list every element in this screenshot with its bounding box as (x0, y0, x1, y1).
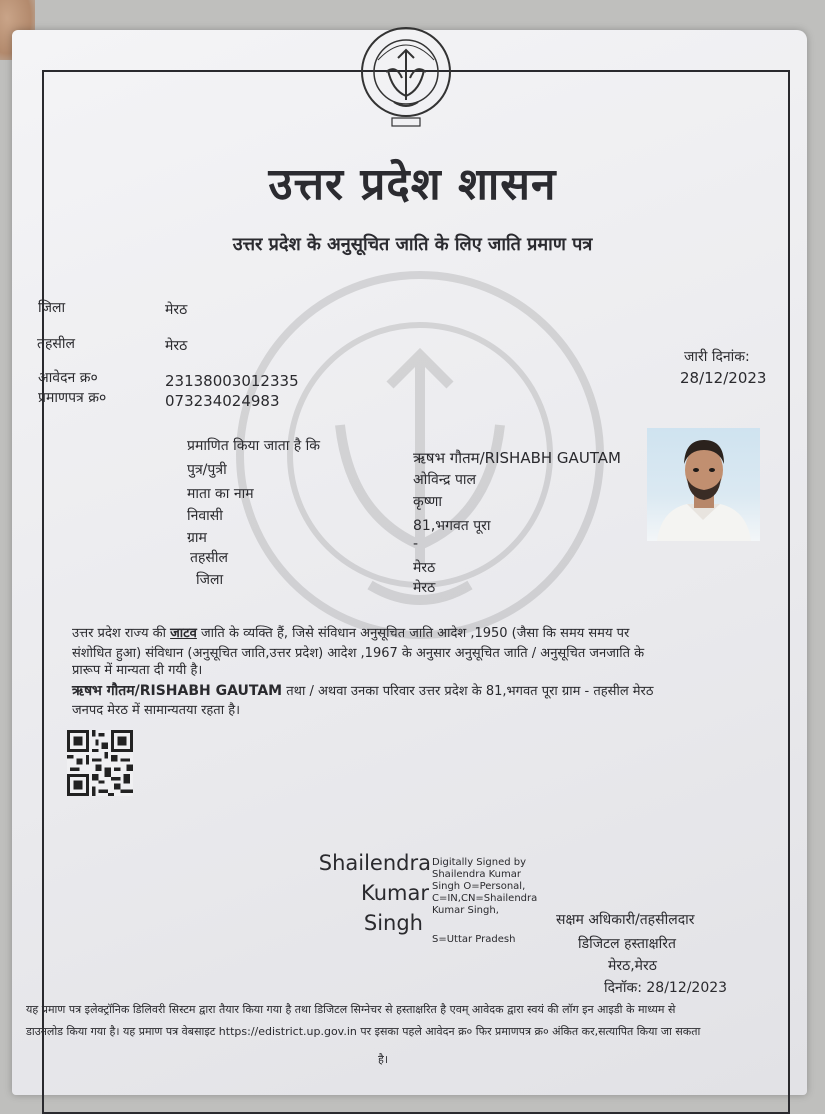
body-line-3: प्रारूप में मान्यता दी गयी है। (72, 663, 203, 678)
digital-signature-line-5: Kumar Singh, (432, 905, 499, 916)
footer-line-2: डाउनलोड किया गया है। यह प्रमाण पत्र वेबसाइट https://edistrict.up.gov.in पर इसका पहले आवेदन क्र० फिर प्रमाणपत्र क्र० अंकित कर,सत्यापित किया जा सकता (26, 1025, 701, 1038)
authority-date: दिनॉक: 28/12/2023 (604, 980, 728, 996)
signer-name-line-3: Singh (363, 911, 423, 935)
footer-line-1: यह प्रमाण पत्र इलेक्ट्रॉनिक डिलिवरी सिस्टम द्वारा तैयार किया गया है तथा डिजिटल सिग्नेचर से हस्ताक्षरित है एवम् आवेदक द्वारा स्वयं की लॉग इन आइडी के माध्यम से (26, 1003, 676, 1016)
detail-label-certified: प्रमाणित किया जाता है कि (187, 438, 321, 454)
body-line-4-rest: तथा / अथवा उनका परिवार उत्तर प्रदेश के 81,भगवत पूरा ग्राम - तहसील मेरठ (282, 684, 654, 699)
caste-name: जाटव (170, 626, 197, 641)
body-line-4 (72, 681, 653, 700)
detail-label-district: जिला (196, 572, 224, 588)
digital-signature-line-2: Shailendra Kumar (432, 869, 522, 880)
certificate-no-label: प्रमाणपत्र क्र० (38, 390, 107, 406)
authority-digital-signed: डिजिटल हस्ताक्षरित (578, 936, 676, 952)
authority-designation: सक्षम अधिकारी/तहसीलदार (556, 912, 695, 928)
detail-value-district: मेरठ (413, 580, 436, 596)
detail-value-father: ओविन्द्र पाल (413, 472, 477, 488)
page-title: उत्तर प्रदेश शासन (268, 159, 557, 210)
body-line-2: संशोधित हुआ) संविधान (अनुसूचित जाति,उत्तर प्रदेश) आदेश ,1967 के अनुसार अनुसूचित जाति / अनुसूचित जनजाति के (72, 646, 645, 661)
body-line-1-end: जाति के व्यक्ति हैं, जिसे संविधान अनुसूचित जाति आदेश ,1950 (जैसा कि समय समय पर (196, 626, 630, 641)
digital-signature-line-6: S=Uttar Pradesh (432, 934, 516, 945)
authority-location: मेरठ,मेरठ (608, 958, 657, 974)
tehsil-value: मेरठ (165, 338, 188, 354)
person-photo-icon (647, 428, 760, 541)
digital-signature-line-3: Singh O=Personal, (432, 881, 526, 892)
certificate-no-value: 073234024983 (165, 392, 280, 410)
issue-date-label: जारी दिनांक: (684, 349, 750, 365)
qr-code-icon (67, 730, 133, 796)
detail-value-resident: 81,भगवत पूरा (413, 518, 491, 534)
body-line-5: जनपद मेरठ में सामान्यतया रहता है। (72, 703, 241, 718)
footer-line-3: है। (378, 1053, 389, 1066)
detail-value-tehsil: मेरठ (413, 560, 436, 576)
detail-label-village: ग्राम (187, 530, 207, 546)
detail-label-tehsil: तहसील (190, 550, 228, 566)
applicant-photo (647, 428, 760, 541)
detail-value-village: - (413, 536, 419, 552)
signer-name-line-2: Kumar (361, 881, 429, 905)
certificate-subtitle: उत्तर प्रदेश के अनुसूचित जाति के लिए जाति प्रमाण पत्र (232, 234, 593, 255)
body-applicant-name: ऋषभ गौतम/RISHABH GAUTAM (72, 683, 283, 699)
digital-signature-line-1: Digitally Signed by (432, 857, 527, 868)
detail-value-name: ऋषभ गौतम/RISHABH GAUTAM (413, 449, 621, 467)
tehsil-label: तहसील (37, 336, 75, 352)
application-no-label: आवेदन क्र० (38, 370, 98, 386)
detail-label-mother: माता का नाम (187, 486, 254, 502)
body-line-1 (72, 623, 629, 641)
district-value: मेरठ (165, 302, 188, 318)
district-label: जिला (38, 300, 66, 316)
issue-date-value: 28/12/2023 (680, 369, 767, 387)
body-line-1-start: उत्तर प्रदेश राज्य की (72, 626, 171, 641)
detail-value-mother: कृष्णा (413, 494, 443, 510)
application-no-value: 23138003012335 (165, 372, 299, 390)
digital-signature-line-4: C=IN,CN=Shailendra (432, 893, 538, 904)
detail-label-son-daughter: पुत्र/पुत्री (187, 462, 227, 478)
signer-name-line-1: Shailendra (318, 851, 431, 875)
detail-label-resident: निवासी (187, 508, 223, 524)
